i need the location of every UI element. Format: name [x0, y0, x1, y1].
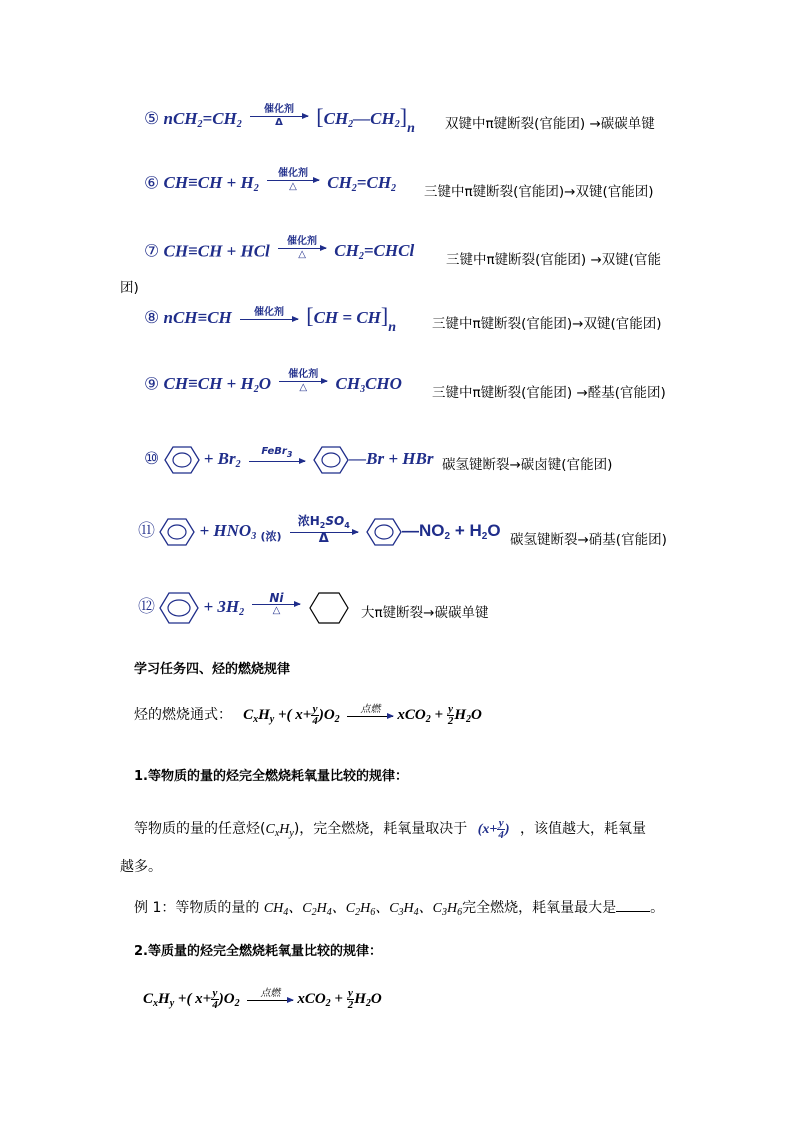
reaction-number: ⑥ — [144, 173, 160, 194]
reaction-7-desc: 三键中π键断裂(官能团) →双键(官能 — [446, 252, 662, 268]
reaction-5-desc: 双键中π键断裂(官能团) →碳碳单键 — [445, 116, 655, 132]
product: $[CH = CH]_n$ — [306, 303, 397, 335]
condition-label: △ — [289, 181, 297, 192]
reactant: + $3H_2$ — [203, 597, 245, 618]
catalyst-label: Ni — [269, 590, 284, 605]
benzene-icon — [159, 518, 195, 546]
reaction-10-desc: 碳氢键断裂→碳卤键(官能团) — [442, 457, 613, 473]
rule1-text: 等物质的量的任意烃$(C_xH_y)$，完全燃烧，耗氧量取决于 (x+ $\frac{y}{4}$ ) ，该值越大，耗氧量 — [134, 817, 647, 842]
reaction-number: ⑩ — [144, 448, 160, 469]
reaction-arrow — [249, 446, 305, 462]
reaction-10 — [144, 446, 433, 474]
reaction-9-desc: 三键中π键断裂(官能团) →醛基(官能团) — [432, 385, 666, 401]
example-1: 例 1：等物质的量的 $CH_4$、$C_2H_4$、$C_2H_6$、$C_3H_4$、$C_3H_6$完全燃烧，耗氧量最大是 。 — [134, 900, 665, 918]
benzene-icon — [164, 446, 200, 474]
reaction-11 — [138, 516, 501, 547]
reaction-6 — [144, 168, 397, 197]
reactant: nCH≡CH — [163, 308, 232, 327]
product: $CH_2=CHCl$ — [334, 241, 415, 263]
reactant: + $HNO_3$ — [199, 521, 257, 542]
reaction-number: ⑪ — [138, 521, 155, 541]
reactant: CH≡CH + HCl — [163, 241, 270, 261]
reaction-arrow — [250, 104, 308, 129]
catalyst-label: 催化剂 — [288, 369, 319, 380]
catalyst-label: 浓$H_2SO_4$ — [297, 514, 350, 531]
catalyst-label: 催化剂 — [264, 103, 295, 115]
catalyst-label: 催化剂 — [277, 168, 308, 179]
rule2-title: 2.等质量的烃完全燃烧耗氧量比较的规律： — [134, 944, 382, 959]
product: —Br + HBr — [349, 448, 434, 468]
benzene-icon — [366, 518, 402, 546]
catalyst-label: 催化剂 — [254, 306, 285, 318]
reaction-9 — [144, 369, 402, 398]
reaction-12-desc: 大π键断裂→碳碳单键 — [361, 605, 489, 621]
reaction-arrow — [278, 236, 326, 261]
benzene-icon — [313, 446, 349, 474]
product: $—NO_2 + H_2O$ — [402, 521, 501, 542]
benzene-icon — [159, 592, 199, 624]
reactant: $nCH_2=CH_2$ — [163, 109, 242, 130]
reaction-8 — [144, 303, 396, 336]
reaction-5: ⑤ $nCH_2=CH_2$ 催化剂 Δ $[CH_2—CH_2]_n$ — [144, 103, 415, 136]
reaction-number: ⑧ — [144, 308, 160, 328]
condition-label: △ — [298, 249, 306, 260]
reaction-6-desc: 三键中π键断裂(官能团)→双键(官能团) — [424, 184, 654, 200]
rule1-text-cont: 越多。 — [120, 859, 162, 875]
reaction-arrow: 点燃 — [247, 988, 293, 1001]
reaction-number: ⑫ — [138, 597, 155, 617]
reaction-arrow — [240, 307, 298, 320]
reaction-number: ⑤ — [144, 109, 160, 129]
condition-label: Δ — [275, 116, 283, 128]
reaction-arrow: 点燃 — [347, 704, 393, 717]
catalyst-label: 催化剂 — [287, 236, 318, 247]
reactant: $CH\equiv CH + H_2O$ — [163, 374, 272, 396]
reaction-arrow — [290, 515, 358, 545]
reaction-number: ⑦ — [144, 241, 160, 262]
reaction-arrow — [252, 592, 300, 617]
answer-blank[interactable] — [616, 899, 650, 912]
combustion-formula: $C_xH_y$ +( x+ $\frac{y}{4}$ )$O_2$ 点燃 xCO$_2$ + $\frac{y}{2}$ $H_2O$ — [243, 703, 482, 728]
reactant: + $Br_2$ — [203, 448, 241, 470]
rule1-title: 1.等物质的量的烃完全燃烧耗氧量比较的规律： — [134, 769, 408, 784]
reaction-7-desc-cont: 团) — [120, 280, 139, 296]
reaction-arrow — [279, 369, 327, 394]
condition-label: △ — [272, 604, 281, 616]
condition-label: △ — [299, 382, 308, 393]
combustion-formula-2: $C_xH_y$ +( x+ $\frac{y}{4}$ )$O_2$ 点燃 xCO$_2$ + $\frac{y}{2}$ $H_2O$ — [143, 987, 382, 1011]
reaction-arrow — [267, 168, 319, 193]
product: $CH_3CHO$ — [335, 374, 402, 396]
condition-label: Δ — [318, 531, 329, 547]
general-label: 烃的燃烧通式： — [134, 707, 232, 723]
general-combustion-equation — [134, 704, 482, 727]
concentrated-note: (浓) — [260, 530, 282, 543]
product: [ — [316, 104, 324, 129]
product: $CH_2=CH_2$ — [327, 173, 397, 195]
reaction-11-desc: 碳氢键断裂→硝基(官能团) — [510, 532, 667, 548]
catalyst-label: FeBr$_3$ — [261, 446, 293, 459]
reaction-8-desc: 三键中π键断裂(官能团)→双键(官能团) — [432, 316, 662, 332]
section-title: 学习任务四、烃的燃烧规律 — [134, 662, 291, 677]
reaction-number: ⑨ — [144, 374, 160, 395]
reaction-7 — [144, 236, 415, 265]
reactant: $CH\equiv CH + H_2$ — [163, 173, 259, 195]
cyclohexane-icon — [309, 592, 349, 624]
reaction-12 — [138, 592, 349, 624]
